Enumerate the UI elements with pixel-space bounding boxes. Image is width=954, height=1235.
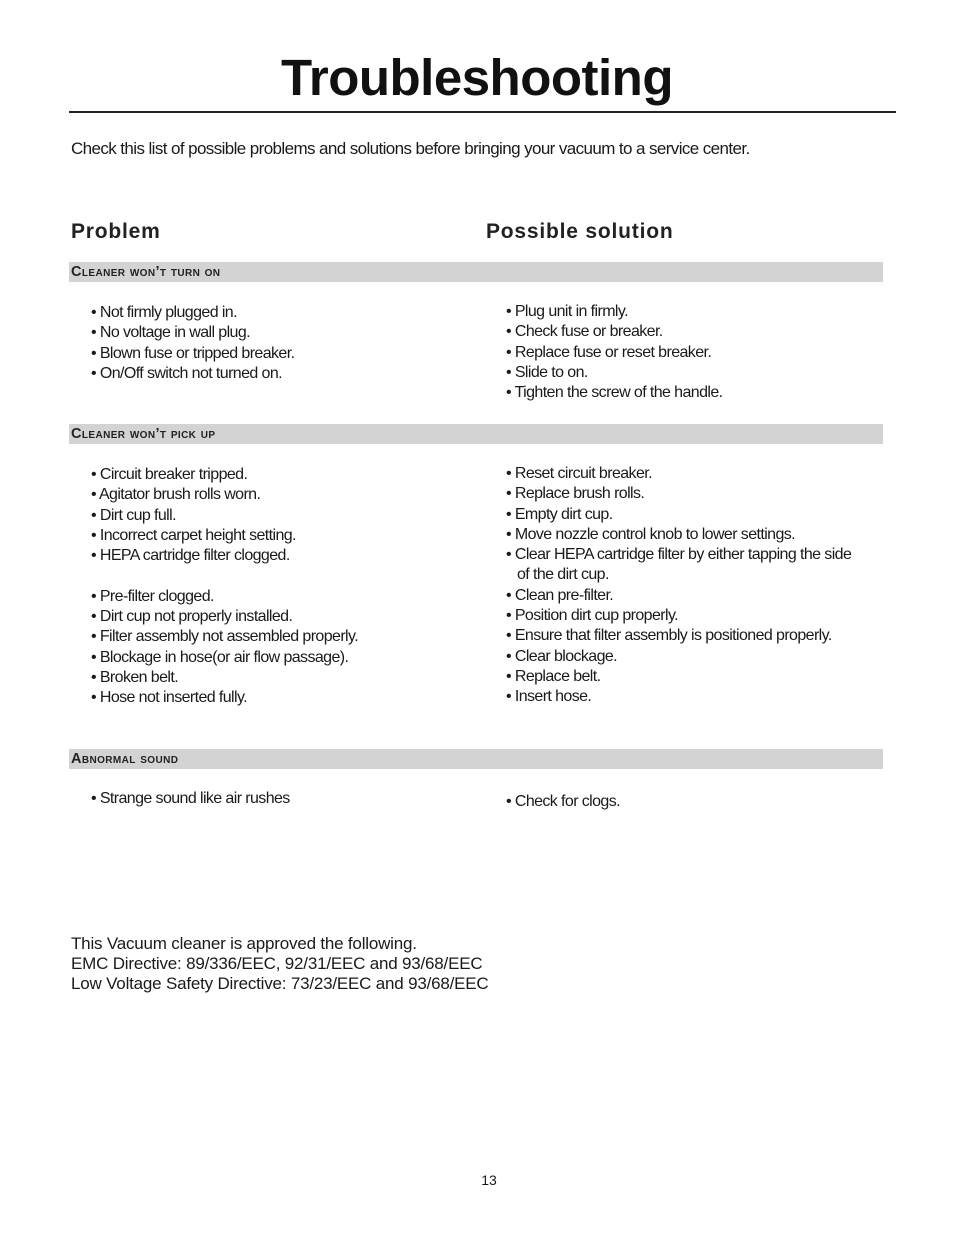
list-item: • Clear HEPA cartridge filter by either tapping the side of the dirt cup. bbox=[506, 545, 866, 586]
list-item: • Insert hose. bbox=[506, 687, 866, 707]
page-title: Troubleshooting bbox=[281, 49, 673, 106]
list-item: • Replace brush rolls. bbox=[506, 484, 866, 504]
list-item: • Empty dirt cup. bbox=[506, 505, 866, 525]
list-item: • Hose not inserted fully. bbox=[91, 688, 358, 708]
list-item: • Filter assembly not assembled properly. bbox=[91, 627, 358, 647]
section-label: Abnormal sound bbox=[71, 751, 179, 767]
list-item: • Not firmly plugged in. bbox=[91, 303, 294, 323]
problem-list-wont-turn-on bbox=[91, 303, 294, 384]
solution-list-wont-pick-up bbox=[506, 464, 866, 708]
section-header-wont-turn-on bbox=[69, 262, 883, 282]
approval-line: This Vacuum cleaner is approved the following. bbox=[71, 934, 417, 953]
list-item: • Broken belt. bbox=[91, 668, 358, 688]
list-item: • Strange sound like air rushes bbox=[91, 789, 290, 809]
list-item: • Incorrect carpet height setting. bbox=[91, 526, 358, 546]
list-item: • Dirt cup not properly installed. bbox=[91, 607, 358, 627]
list-item: • Blown fuse or tripped breaker. bbox=[91, 344, 294, 364]
approval-line: EMC Directive: 89/336/EEC, 92/31/EEC and 93/68/EEC bbox=[71, 954, 483, 973]
section-header-abnormal-sound bbox=[69, 749, 883, 769]
page-number: 13 bbox=[481, 1172, 497, 1188]
list-item: • Check fuse or breaker. bbox=[506, 322, 722, 342]
approval-notice bbox=[71, 934, 489, 994]
list-item: • Check for clogs. bbox=[506, 792, 620, 812]
list-item: • Reset circuit breaker. bbox=[506, 464, 866, 484]
list-item: • Pre-filter clogged. bbox=[91, 587, 358, 607]
problem-list-wont-pick-up bbox=[91, 465, 358, 709]
list-item: • No voltage in wall plug. bbox=[91, 323, 294, 343]
list-item: • Clean pre-filter. bbox=[506, 586, 866, 606]
list-item: • On/Off switch not turned on. bbox=[91, 364, 294, 384]
list-item: • Circuit breaker tripped. bbox=[91, 465, 358, 485]
approval-line: Low Voltage Safety Directive: 73/23/EEC and 93/68/EEC bbox=[71, 974, 489, 993]
solution-list-abnormal-sound bbox=[506, 792, 620, 812]
list-item: • Move nozzle control knob to lower settings. bbox=[506, 525, 866, 545]
list-item: • Plug unit in firmly. bbox=[506, 302, 722, 322]
section-header-wont-pick-up bbox=[69, 424, 883, 444]
list-item: • Dirt cup full. bbox=[91, 506, 358, 526]
list-item: • Agitator brush rolls worn. bbox=[91, 485, 358, 505]
title-underline bbox=[69, 111, 896, 113]
list-item: • Position dirt cup properly. bbox=[506, 606, 866, 626]
list-item: • Ensure that filter assembly is positioned properly. bbox=[506, 626, 866, 646]
list-item: • Blockage in hose(or air flow passage). bbox=[91, 648, 358, 668]
list-item: • Replace fuse or reset breaker. bbox=[506, 343, 722, 363]
list-item: • HEPA cartridge filter clogged. bbox=[91, 546, 358, 566]
list-item: • Tighten the screw of the handle. bbox=[506, 383, 722, 403]
section-label: Cleaner won’t turn on bbox=[71, 264, 221, 280]
problem-list-abnormal-sound bbox=[91, 789, 290, 809]
solution-column-heading: Possible solution bbox=[486, 220, 674, 243]
list-item: • Slide to on. bbox=[506, 363, 722, 383]
solution-list-wont-turn-on bbox=[506, 302, 722, 403]
problem-column-heading: Problem bbox=[71, 220, 161, 243]
section-label: Cleaner won’t pick up bbox=[71, 426, 216, 442]
list-item: • Replace belt. bbox=[506, 667, 866, 687]
intro-text: Check this list of possible problems and solutions before bringing your vacuum to a service center. bbox=[71, 139, 750, 158]
list-item: • Clear blockage. bbox=[506, 647, 866, 667]
